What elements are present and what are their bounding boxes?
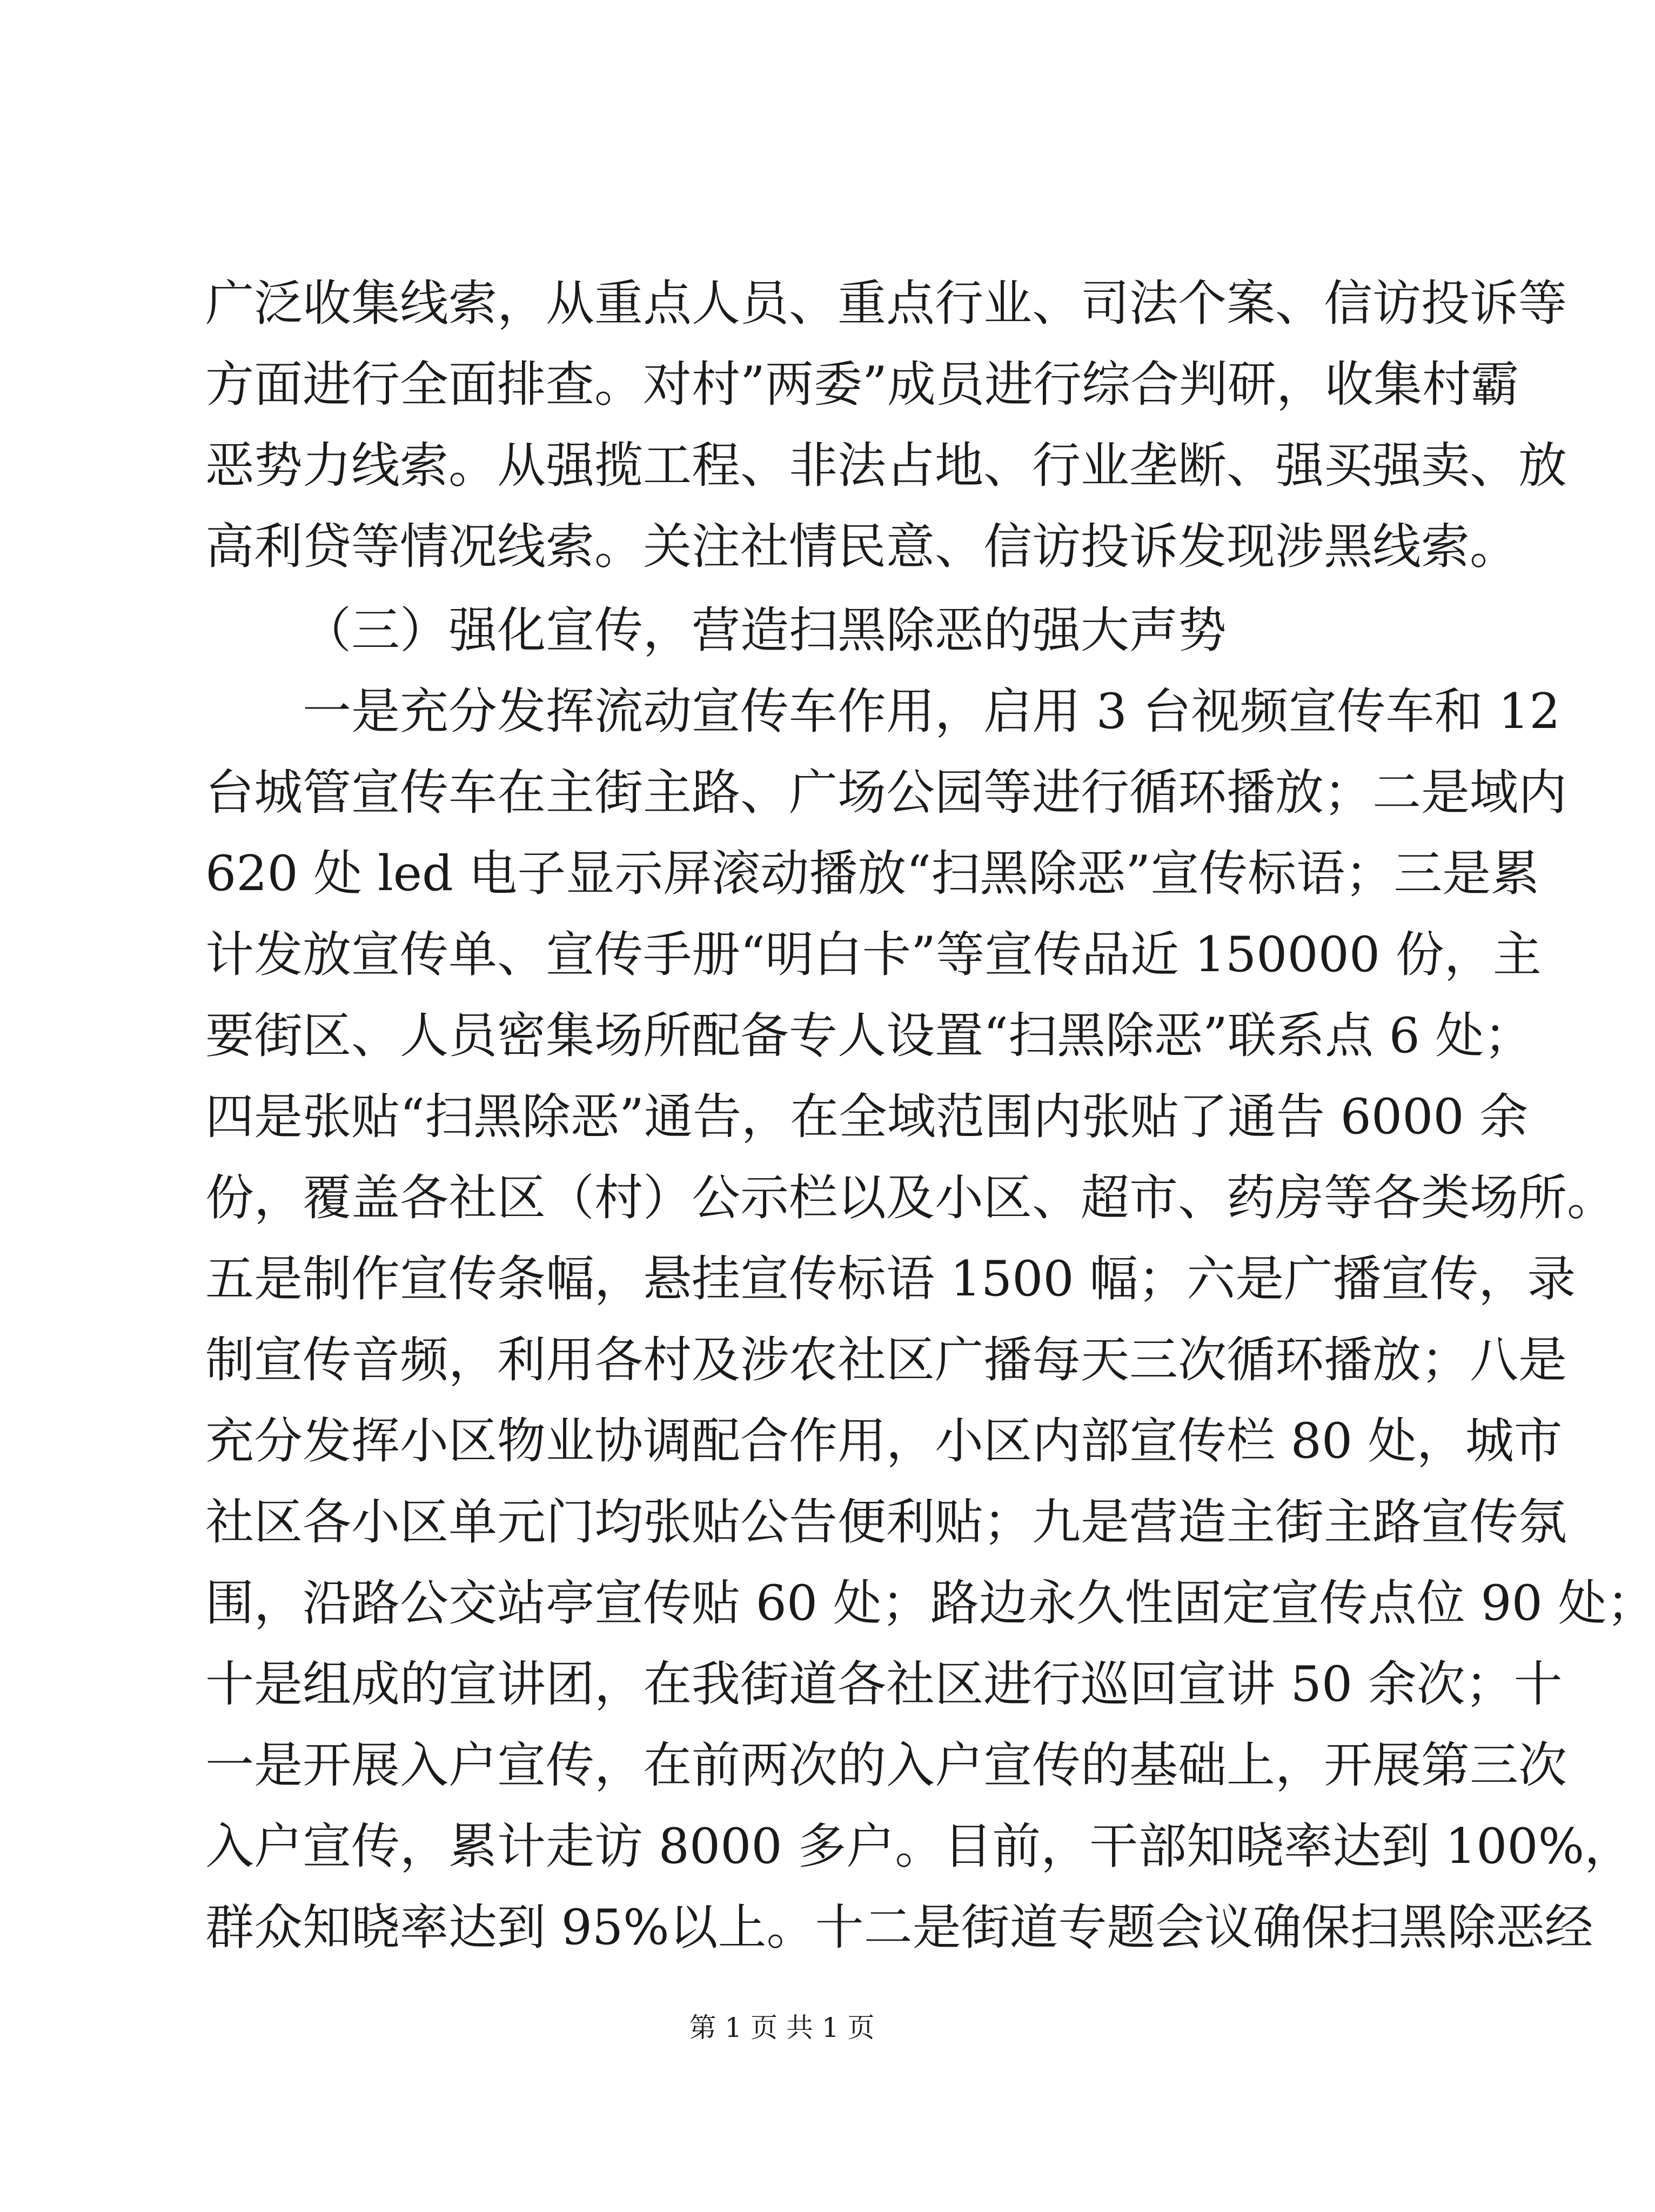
paragraph-2-line-12: 围，沿路公交站亭宣传贴 60 处；路边永久性固定宣传点位 90 处； xyxy=(205,1575,1655,1632)
page-footer: 第 1 页 共 1 页 xyxy=(689,2012,875,2043)
paragraph-1-line-2: 方面进行全面排查。对村”两委”成员进行综合判研，收集村霸 xyxy=(205,356,1520,413)
paragraph-2-line-16: 群众知晓率达到 95%以上。十二是街道专题会议确保扫黑除恶经 xyxy=(205,1899,1593,1956)
paragraph-2-line-2: 台城管宣传车在主街主路、广场公园等进行循环播放；二是域内 xyxy=(205,764,1567,821)
paragraph-1-line-4: 高利贷等情况线索。关注社情民意、信访投诉发现涉黑线索。 xyxy=(205,518,1518,575)
paragraph-2-line-9: 制宣传音频，利用各村及涉农社区广播每天三次循环播放；八是 xyxy=(205,1332,1567,1388)
paragraph-1-line-1: 广泛收集线索，从重点人员、重点行业、司法个案、信访投诉等 xyxy=(205,275,1567,332)
paragraph-2-line-1: 一是充分发挥流动宣传车作用，启用 3 台视频宣传车和 12 xyxy=(303,683,1560,740)
paragraph-2-line-5: 要街区、人员密集场所配备专人设置“扫黑除恶”联系点 6 处； xyxy=(205,1007,1533,1064)
paragraph-2-line-11: 社区各小区单元门均张贴公告便利贴；九是营造主街主路宣传氛 xyxy=(205,1494,1567,1551)
paragraph-2-line-3: 620 处 led 电子显示屏滚动播放“扫黑除恶”宣传标语；三是累 xyxy=(205,845,1540,902)
paragraph-2-line-10: 充分发挥小区物业协调配合作用，小区内部宣传栏 80 处，城市 xyxy=(205,1413,1563,1469)
paragraph-2-line-4: 计发放宣传单、宣传手册“明白卡”等宣传品近 150000 份，主 xyxy=(205,926,1542,983)
paragraph-2-line-7: 份，覆盖各社区（村）公示栏以及小区、超市、药房等各类场所。 xyxy=(205,1170,1616,1226)
paragraph-2-line-14: 一是开展入户宣传，在前两次的入户宣传的基础上，开展第三次 xyxy=(205,1737,1567,1794)
section-heading: （三）强化宣传，营造扫黑除恶的强大声势 xyxy=(303,602,1227,659)
paragraph-2-line-8: 五是制作宣传条幅，悬挂宣传标语 1500 幅；六是广播宣传，录 xyxy=(205,1251,1576,1307)
paragraph-1-line-3: 恶势力线索。从强揽工程、非法占地、行业垄断、强买强卖、放 xyxy=(205,437,1567,494)
paragraph-2-line-6: 四是张贴“扫黑除恶”通告，在全域范围内张贴了通告 6000 余 xyxy=(205,1088,1529,1145)
paragraph-2-line-15: 入户宣传，累计走访 8000 多户。目前，干部知晓率达到 100%， xyxy=(205,1818,1633,1875)
paragraph-2-line-13: 十是组成的宣讲团，在我街道各社区进行巡回宣讲 50 余次；十 xyxy=(205,1656,1563,1713)
